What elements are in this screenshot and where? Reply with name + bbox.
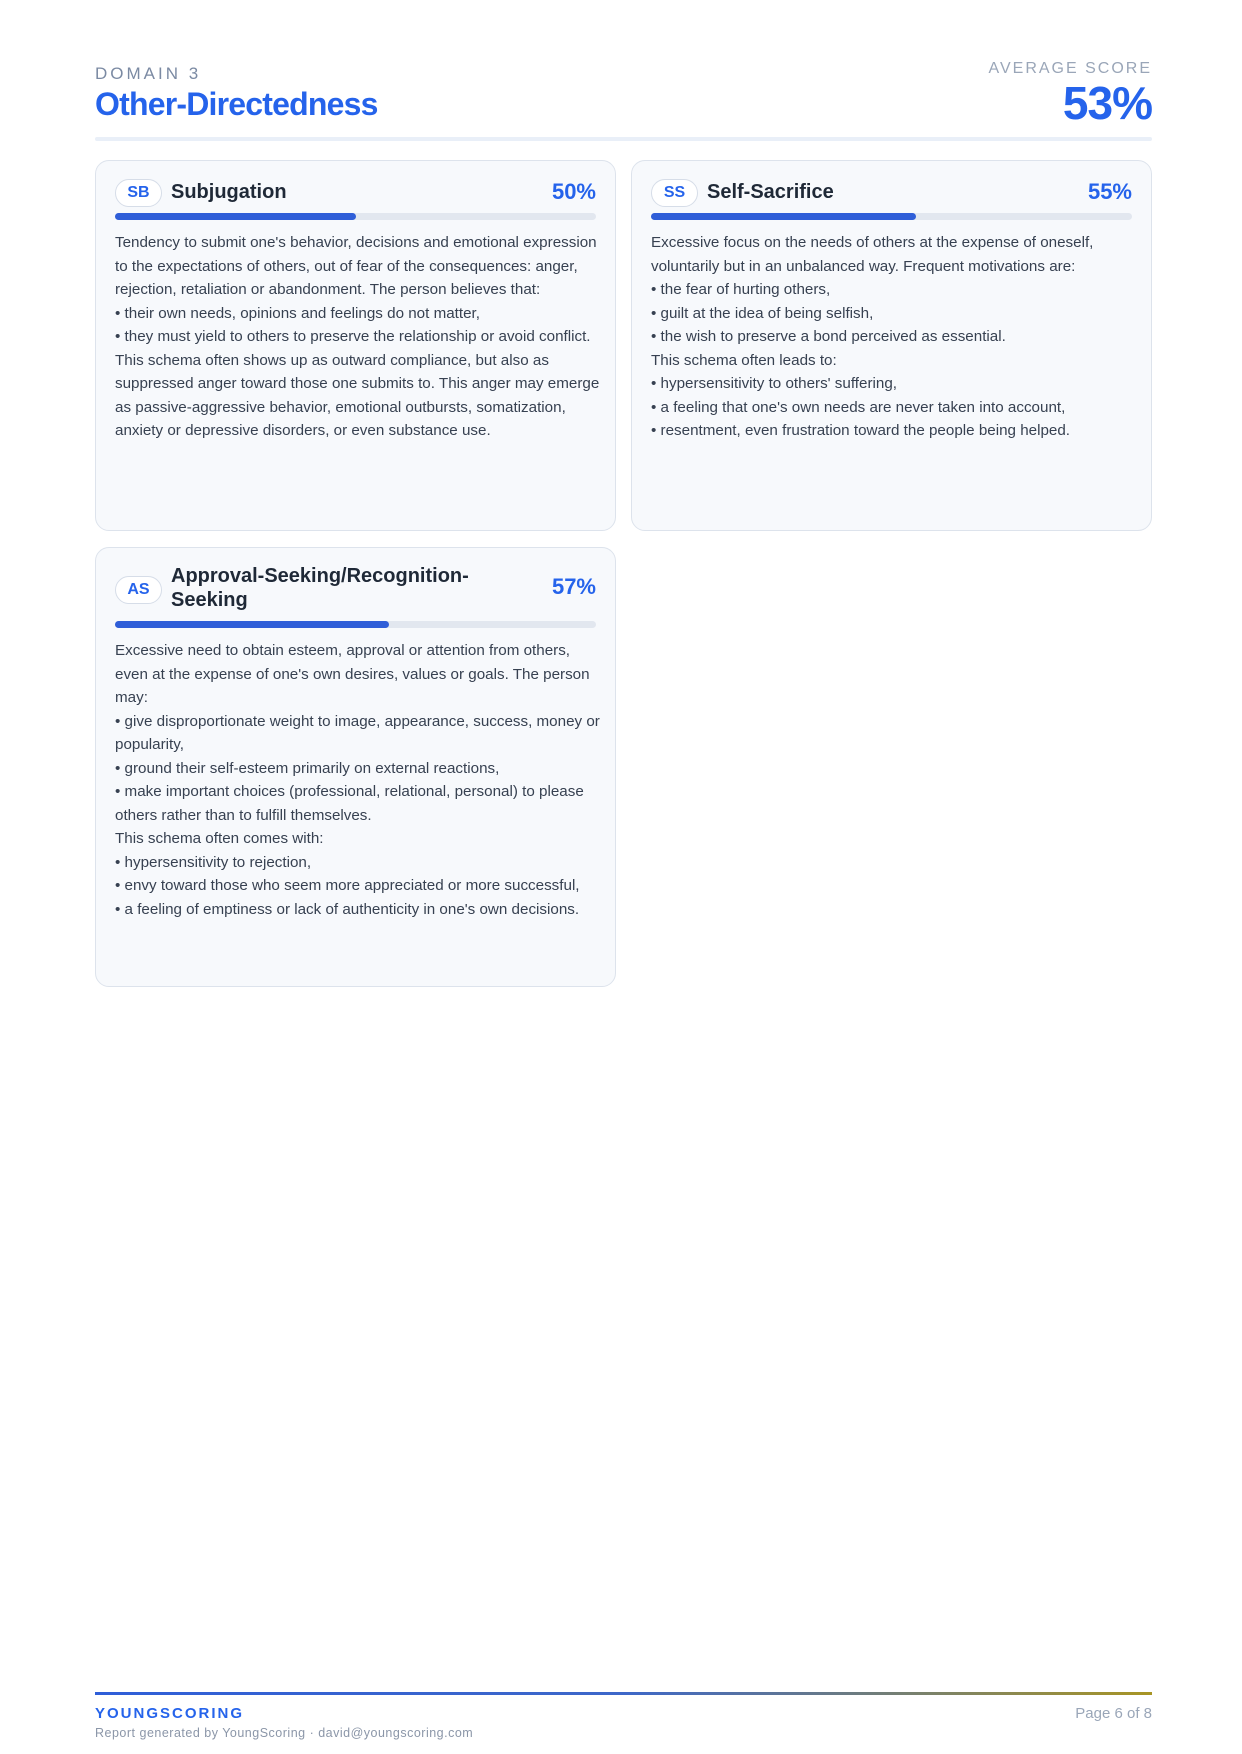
schema-card-approval-seeking [95,547,616,987]
description-line: • hypersensitivity to others' suffering, [651,375,897,392]
description-line: This schema often comes with: [115,830,324,847]
schema-score: 57% [551,574,596,599]
description-line: • make important choices (professional, relational, personal) to please others rather than to fulfill themselves. [115,783,584,824]
footer-generated-note: Report generated by YoungScoring · david@youngscoring.com [95,1726,474,1740]
description-line: This schema often shows up as outward compliance, but also as suppressed anger toward those one submits to. This anger may emerge as passive-aggressive behavior, emotional outbursts, somatization, anxiety or depressive disorders, or even substance use. [115,351,600,439]
average-score-value: 53% [1062,77,1152,129]
schema-description [651,231,1136,443]
score-bar-fill [651,213,916,220]
footer-divider [95,1692,1152,1695]
description-line: • a feeling of emptiness or lack of authenticity in one's own decisions. [115,900,580,918]
description-line: • guilt at the idea of being selfish, [651,304,874,322]
description-line: Excessive need to obtain esteem, approval or attention from others, even at the expense of one's own desires, values or goals. The person may: [115,642,590,706]
description-line: • give disproportionate weight to image, appearance, success, money or popularity, [115,712,600,753]
description-line: Tendency to submit one's behavior, decisions and emotional expression to the expectations of others, out of fear of the consequences: anger, rejection, retaliation or abandonment. The person believes that: [115,234,597,298]
domain-label: DOMAIN 3 [95,64,202,83]
score-bar-track [115,213,596,220]
schema-code-badge: SS [651,179,698,207]
schema-title: Self-Sacrifice [707,181,834,203]
description-line: • the wish to preserve a bond perceived as essential. [651,328,1006,345]
schema-code-badge: AS [115,576,162,604]
schema-title: Approval-Seeking/Recognition-Seeking [171,565,469,611]
schema-code-badge: SB [115,179,162,207]
page-number: Page 6 of 8 [1075,1705,1152,1722]
schema-title: Subjugation [171,181,287,203]
description-line: Excessive focus on the needs of others at the expense of oneself, voluntarily but in an unbalanced way. Frequent motivations are: [651,234,1094,275]
description-line: • resentment, even frustration toward the people being helped. [651,422,1071,439]
description-line: • envy toward those who seem more appreciated or more successful, [115,877,580,894]
footer-brand: YOUNGSCORING [95,1705,245,1722]
description-line: • ground their self-esteem primarily on external reactions, [115,759,500,777]
domain-header [95,60,1152,140]
score-bar-track [651,213,1132,220]
score-bar-track [115,621,596,628]
average-score-label: AVERAGE SCORE [988,60,1152,77]
report-page [95,0,1152,1754]
description-line: • their own needs, opinions and feelings do not matter, [115,304,480,322]
score-bar-fill [115,621,389,628]
description-line: • hypersensitivity to rejection, [115,853,312,871]
description-line: • they must yield to others to preserve the relationship or avoid conflict. [115,328,591,345]
header-divider [95,137,1152,141]
description-line: This schema often leads to: [651,351,837,369]
schema-score: 50% [551,179,596,204]
schema-score: 55% [1087,179,1132,204]
domain-title: Other-Directedness [95,86,378,122]
schema-description [115,231,600,443]
schema-card-subjugation [95,160,616,531]
score-bar-fill [115,213,356,220]
description-line: • the fear of hurting others, [651,281,831,298]
schema-description [115,639,600,921]
description-line: • a feeling that one's own needs are never taken into account, [651,398,1066,416]
schema-card-self-sacrifice [631,160,1152,531]
